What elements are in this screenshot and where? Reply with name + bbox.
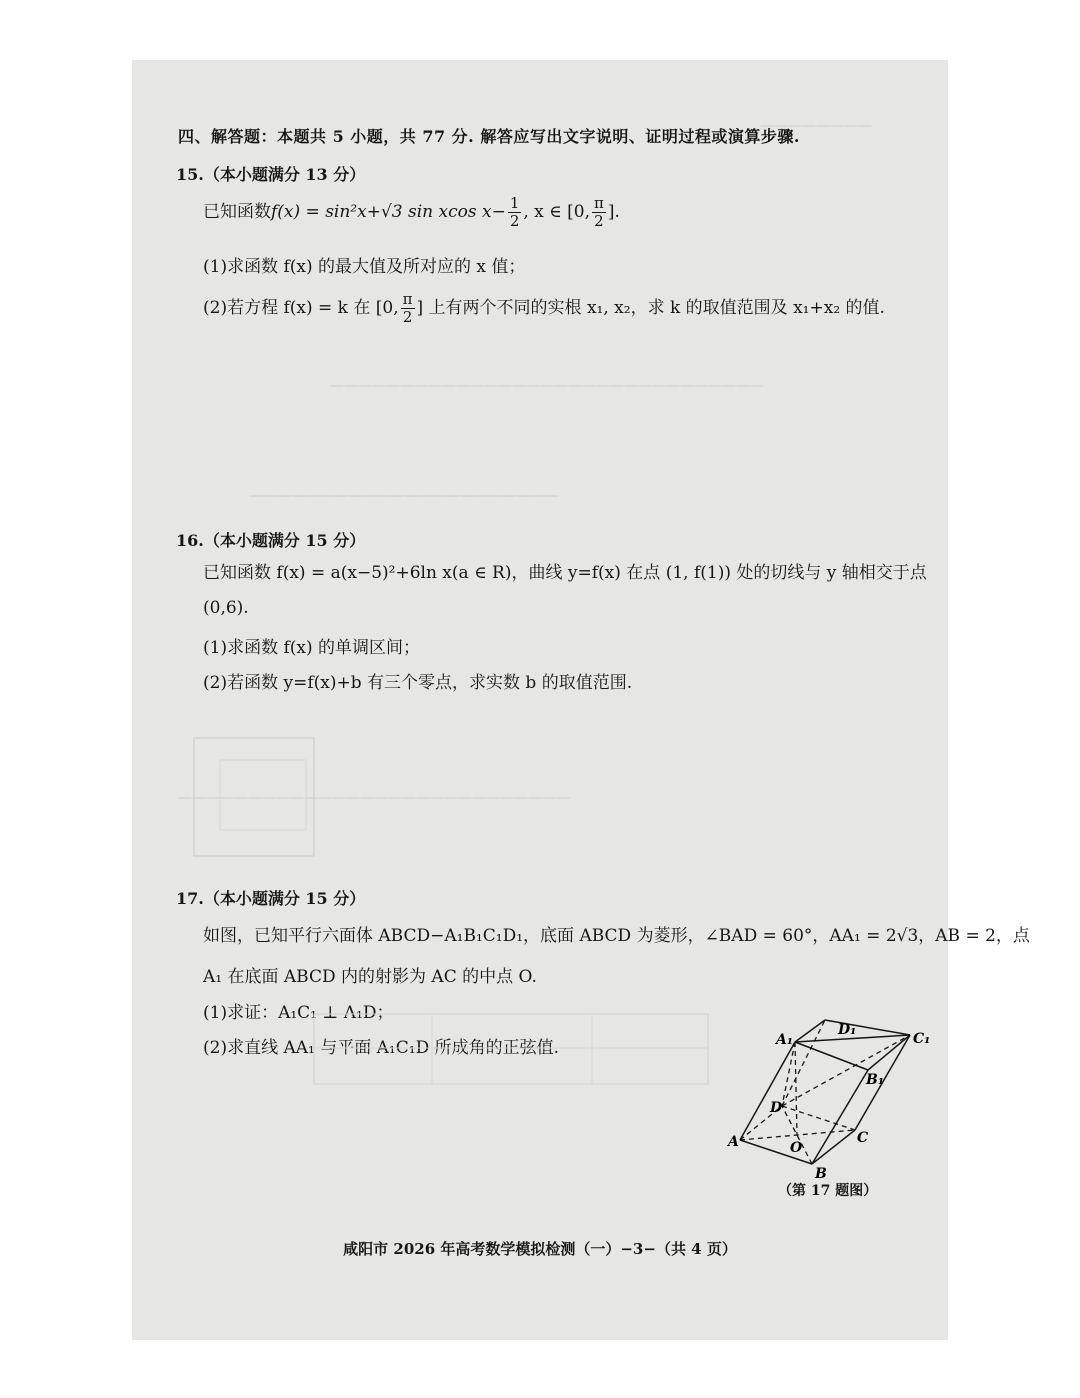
q17-part2: (2)求直线 AA₁ 与平面 A₁C₁D 所成角的正弦值. xyxy=(203,1038,560,1058)
q15-heading: 15.（本小题满分 13 分） xyxy=(176,165,366,184)
q16-part1: (1)求函数 f(x) 的单调区间； xyxy=(203,638,421,658)
q17-part1: (1)求证：A₁C₁ ⊥ A₁D； xyxy=(203,1003,394,1023)
figure-label-d: D xyxy=(770,1100,783,1116)
q16-heading: 16.（本小题满分 15 分） xyxy=(176,531,366,550)
bleed-through-table xyxy=(312,1012,712,1088)
q15-part2-den: 2 xyxy=(402,308,413,326)
figure-label-b: B xyxy=(815,1166,827,1182)
parallelepiped-figure xyxy=(720,1018,940,1184)
q15-stem-func: f(x) = sin²x+√3 sin xcos x− xyxy=(271,202,506,222)
figure-label-a1: A₁ xyxy=(776,1032,793,1048)
page-footer: 咸阳市 2026 年高考数学模拟检测（一）−3−（共 4 页） xyxy=(343,1240,737,1258)
q17-heading: 17.（本小题满分 15 分） xyxy=(176,889,366,908)
q15-stem-end: ]. xyxy=(607,202,620,222)
q15-domain-den: 2 xyxy=(594,212,604,230)
q15-part2-num: π xyxy=(402,290,413,308)
q16-part2: (2)若函数 y=f(x)+b 有三个零点，求实数 b 的取值范围. xyxy=(203,673,633,693)
figure-label-b1: B₁ xyxy=(866,1072,884,1088)
q15-stem xyxy=(203,196,620,229)
bleed-through-text: ———————————————————————————— xyxy=(178,790,570,806)
q15-frac-den: 2 xyxy=(509,212,520,230)
bleed-through-text: ——————————————————————————————— xyxy=(330,378,764,394)
q15-stem-domain: , x ∈ [0, xyxy=(523,202,591,222)
figure-caption: （第 17 题图） xyxy=(778,1183,878,1199)
q15-frac-num: 1 xyxy=(509,194,520,212)
q15-domain-num: π xyxy=(594,194,604,212)
q15-part2-fraction xyxy=(401,292,415,325)
section-title: 四、解答题：本题共 5 小题，共 77 分. 解答应写出文字说明、证明过程或演算步骤. xyxy=(178,127,800,146)
bleed-through-figure xyxy=(190,730,330,870)
figure-label-d1: D₁ xyxy=(838,1022,857,1038)
figure-label-o: O xyxy=(790,1140,803,1156)
q17-stem-line2: A₁ 在底面 ABCD 内的射影为 AC 的中点 O. xyxy=(203,967,537,987)
q15-part2-pre: (2)若方程 f(x) = k 在 [0, xyxy=(203,298,399,318)
figure-label-c1: C₁ xyxy=(913,1031,931,1047)
q15-fraction xyxy=(508,196,522,229)
q15-stem-pre: 已知函数 xyxy=(203,202,271,222)
q15-part2 xyxy=(203,292,885,325)
q16-stem-line1: 已知函数 f(x) = a(x−5)²+6ln x(a ∈ R)，曲线 y=f(x) 在点 (1, f(1)) 处的切线与 y 轴相交于点 xyxy=(203,563,927,583)
q15-part1: (1)求函数 f(x) 的最大值及所对应的 x 值； xyxy=(203,257,526,277)
q17-stem-line1: 如图，已知平行六面体 ABCD−A₁B₁C₁D₁，底面 ABCD 为菱形，∠BAD = 60°，AA₁ = 2√3，AB = 2，点 xyxy=(203,926,1030,946)
q15-domain-fraction xyxy=(592,196,606,229)
figure-label-c: C xyxy=(857,1130,869,1146)
q16-stem-line2: (0,6). xyxy=(203,598,249,618)
bleed-through-text: —————————————————————— xyxy=(250,488,558,504)
figure-label-a: A xyxy=(728,1134,739,1150)
bleed-through-text: ———————— xyxy=(760,118,872,134)
q15-part2-post: ] 上有两个不同的实根 x₁, x₂，求 k 的取值范围及 x₁+x₂ 的值. xyxy=(416,298,885,318)
